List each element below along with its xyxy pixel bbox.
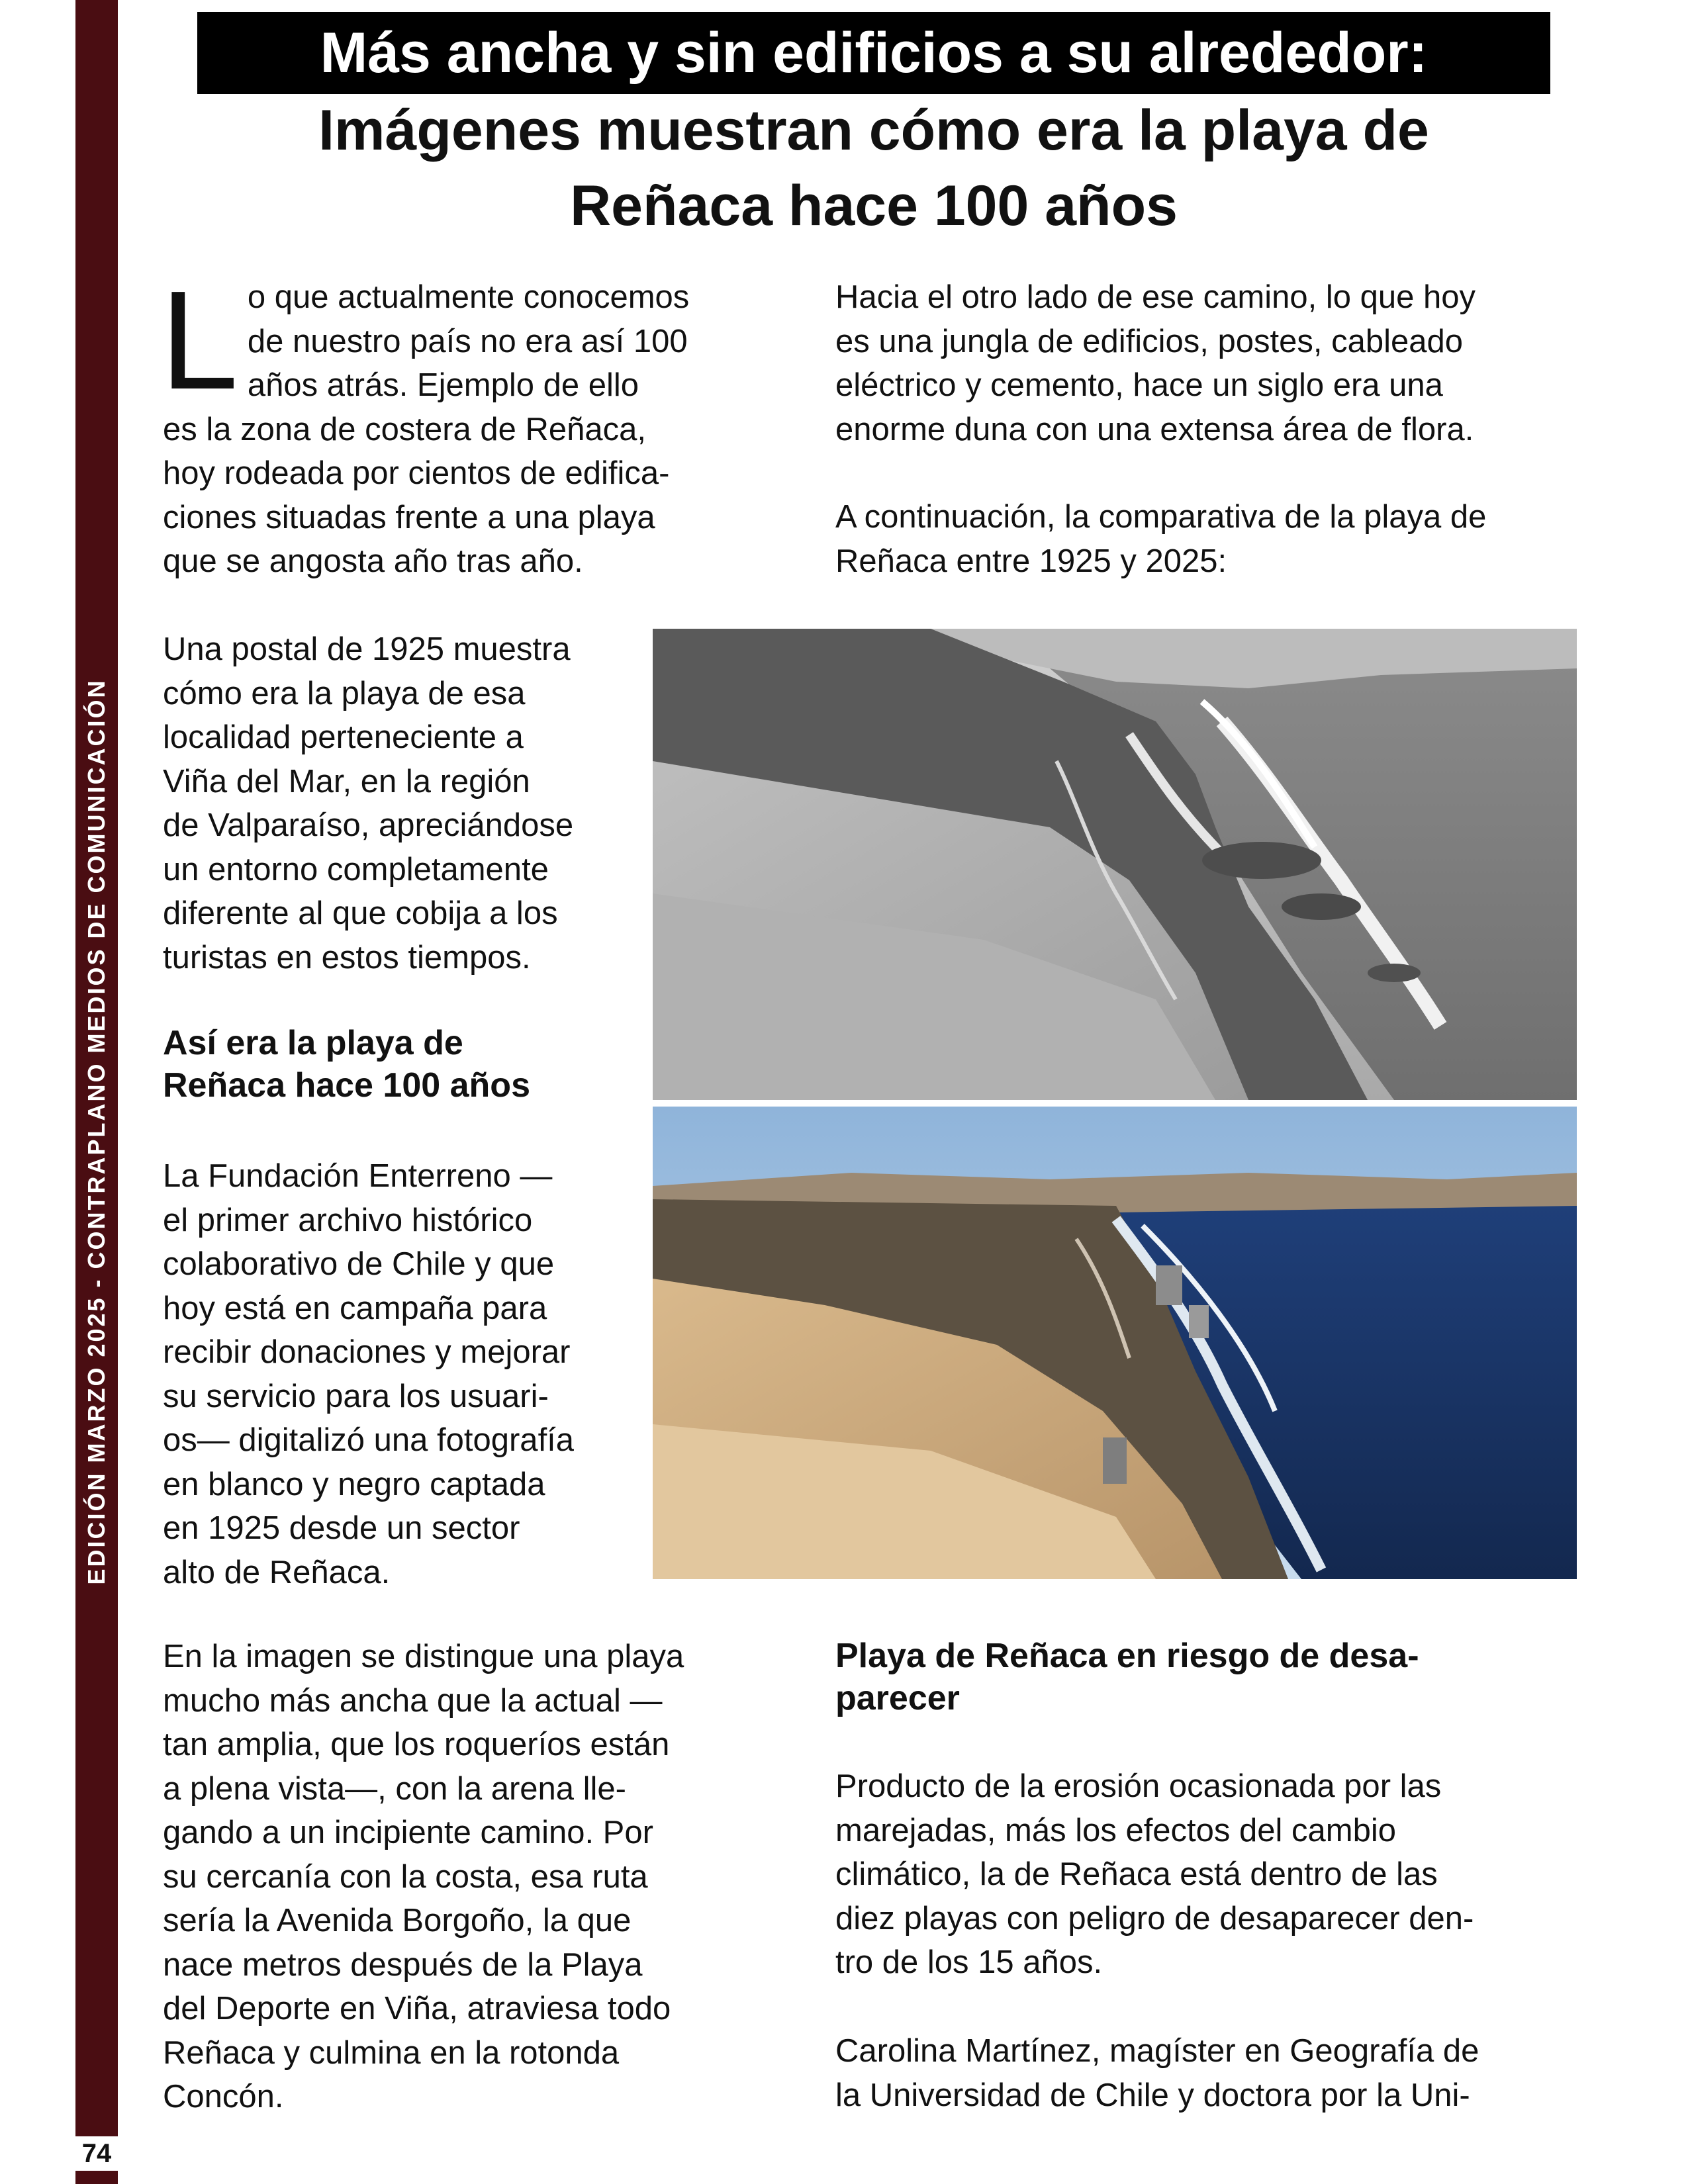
fundacion-line: en 1925 desde un sector	[163, 1510, 520, 1546]
producto-line: tro de los 15 años.	[835, 1944, 1103, 1980]
imagen-line: gando a un incipiente camino. Por	[163, 1815, 653, 1850]
carolina-line: la Universidad de Chile y doctora por la Uni-	[835, 2077, 1470, 2113]
fundacion-line: os— digitalizó una fotografía	[163, 1422, 575, 1458]
imagen-line: del Deporte en Viña, atraviesa todo	[163, 1991, 671, 2026]
hacia-paragraph	[835, 275, 1590, 451]
intro-line: ciones situadas frente a una playa	[163, 499, 655, 535]
hacia-line: enorme duna con una extensa área de flora.	[835, 411, 1474, 447]
imagen-line: En la imagen se distingue una playa	[163, 1639, 684, 1674]
continuacion-line: Reñaca entre 1925 y 2025:	[835, 543, 1227, 579]
intro-line: o que actualmente conocemos	[247, 279, 690, 315]
imagen-line: sería la Avenida Borgoño, la que	[163, 1903, 632, 1938]
intro-line: de nuestro país no era así 100	[247, 323, 688, 359]
intro-line: años atrás. Ejemplo de ello	[247, 367, 639, 403]
producto-line: diez playas con peligro de desaparecer den-	[835, 1900, 1474, 1936]
producto-line: Producto de la erosión ocasionada por las	[835, 1768, 1442, 1804]
fundacion-line: hoy está en campaña para	[163, 1290, 547, 1326]
fundacion-line: en blanco y negro captada	[163, 1466, 545, 1502]
continuacion-line: A continuación, la comparativa de la playa de	[835, 499, 1487, 535]
fundacion-line: La Fundación Enterreno —	[163, 1158, 553, 1194]
headline-line-2: Imágenes muestran cómo era la playa de	[318, 99, 1429, 162]
imagen-line: mucho más ancha que la actual —	[163, 1682, 663, 1719]
intro-line: que se angosta año tras año.	[163, 543, 583, 579]
postal-line: cómo era la playa de esa	[163, 675, 526, 711]
subhead-line: parecer	[835, 1679, 960, 1717]
hacia-line: Hacia el otro lado de ese camino, lo que hoy	[835, 279, 1476, 315]
postal-line: Viña del Mar, en la región	[163, 763, 530, 799]
imagen-paragraph	[163, 1635, 772, 2119]
postal-line: diferente al que cobija a los	[163, 895, 558, 931]
photo-2025	[653, 1107, 1577, 1579]
headline-line-1: Más ancha y sin edificios a su alrededor:	[320, 21, 1428, 85]
producto-line: marejadas, más los efectos del cambio	[835, 1812, 1396, 1848]
producto-line: climático, la de Reñaca está dentro de las	[835, 1856, 1438, 1892]
imagen-line: Reñaca y culmina en la rotonda	[163, 2034, 620, 2071]
page-number: 74	[75, 2136, 118, 2171]
intro-paragraph	[160, 261, 759, 584]
subhead-riesgo	[835, 1635, 1590, 1719]
subhead-line: Así era la playa de	[163, 1024, 463, 1062]
hacia-line: es una jungla de edificios, postes, cableado	[835, 323, 1463, 359]
fundacion-line: recibir donaciones y mejorar	[163, 1334, 571, 1370]
hacia-line: eléctrico y cemento, hace un siglo era una	[835, 367, 1443, 403]
photo-2025-image	[653, 1107, 1577, 1579]
producto-paragraph	[835, 1764, 1590, 1985]
continuacion-paragraph	[835, 495, 1590, 583]
postal-paragraph	[163, 627, 639, 979]
imagen-line: tan amplia, que los roqueríos están	[163, 1727, 670, 1762]
imagen-line: Concón.	[163, 2079, 284, 2115]
intro-line: es la zona de costera de Reñaca,	[163, 411, 647, 447]
fundacion-paragraph	[163, 1154, 639, 1594]
headline-rest	[146, 93, 1602, 244]
postal-line: de Valparaíso, apreciándose	[163, 807, 574, 843]
postal-line: un entorno completamente	[163, 851, 549, 887]
imagen-line: a plena vista—, con la arena lle-	[163, 1770, 626, 1807]
fundacion-line: su servicio para los usuari-	[163, 1378, 549, 1414]
postal-line: Una postal de 1925 muestra	[163, 631, 571, 667]
subhead-100-anos	[163, 1022, 639, 1107]
fundacion-line: el primer archivo histórico	[163, 1202, 533, 1238]
fundacion-line: colaborativo de Chile y que	[163, 1246, 555, 1282]
carolina-paragraph	[835, 2029, 1590, 2117]
photo-1925-image	[653, 629, 1577, 1100]
edition-label: EDICIÓN MARZO 2025 - CONTRAPLANO MEDIOS DE COMUNICACIÓN	[83, 678, 110, 1585]
drop-cap: L	[160, 261, 238, 418]
imagen-line: su cercanía con la costa, esa ruta	[163, 1858, 648, 1895]
imagen-line: nace metros después de la Playa	[163, 1946, 643, 1983]
headline-line-3: Reñaca hace 100 años	[570, 174, 1178, 238]
postal-line: localidad perteneciente a	[163, 719, 524, 755]
intro-line: hoy rodeada por cientos de edifica-	[163, 455, 670, 491]
photo-1925	[653, 629, 1577, 1100]
postal-line: turistas en estos tiempos.	[163, 939, 531, 976]
subhead-line: Reñaca hace 100 años	[163, 1066, 530, 1105]
carolina-line: Carolina Martínez, magíster en Geografía de	[835, 2033, 1479, 2069]
subhead-line: Playa de Reñaca en riesgo de desa-	[835, 1637, 1419, 1675]
fundacion-line: alto de Reñaca.	[163, 1554, 391, 1590]
